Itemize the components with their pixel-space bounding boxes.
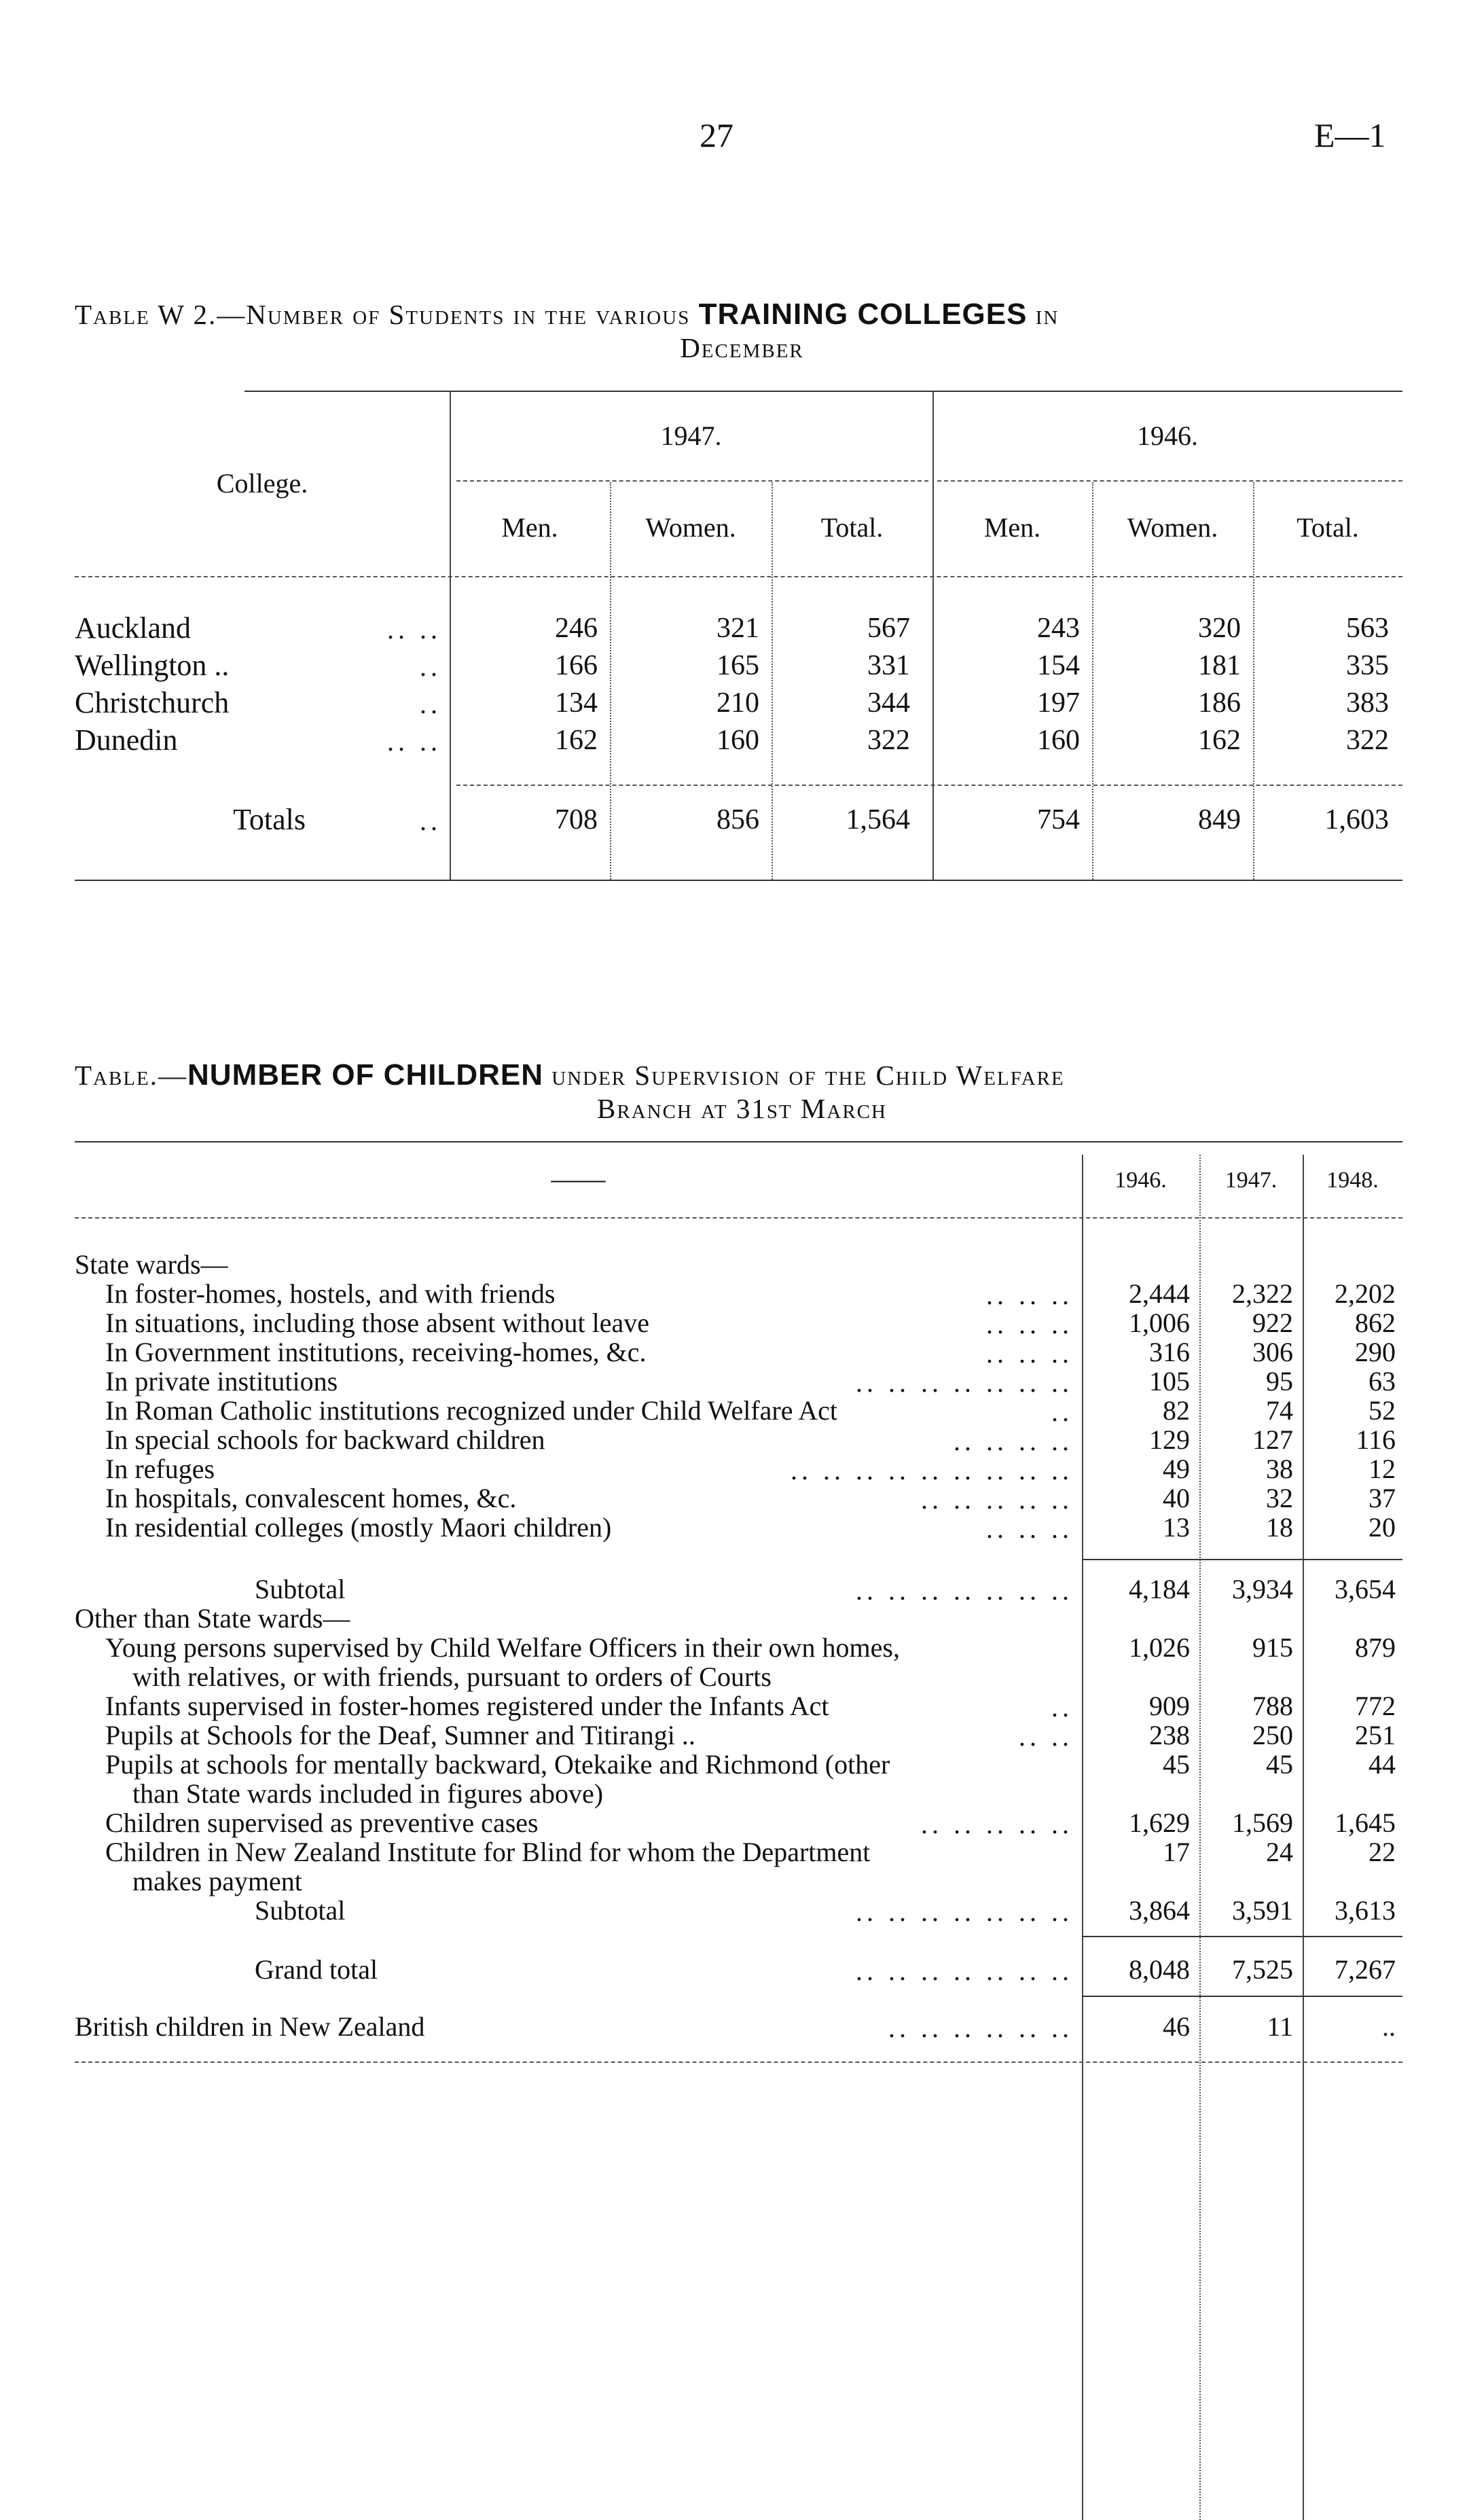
welfare-row-8-value-2: 37 — [1368, 1483, 1396, 1513]
welfare-row-13-label: with relatives, or with friends, pursuant to orders of Courts — [132, 1661, 772, 1692]
welfare-row-7-value-2: 12 — [1368, 1454, 1396, 1484]
welfare-row-15-value-2: 251 — [1355, 1720, 1396, 1750]
welfare-row-22-value-1: 7,525 — [1232, 1954, 1293, 1985]
welfare-row-16-value-1: 45 — [1266, 1749, 1293, 1780]
welfare-row-7-label: In refuges — [105, 1454, 215, 1484]
welfare-row-4-label: In private institutions — [105, 1366, 338, 1397]
totals-row-cell-m46: 754 — [1037, 804, 1080, 835]
college-row-1-cell-t47: 331 — [867, 650, 910, 681]
welfare-row-11-label: Other than State wards— — [75, 1603, 350, 1634]
welfare-row-21-leader: .. .. .. .. .. .. .. — [856, 1896, 1073, 1927]
welfare-row-15-leader: .. .. — [1019, 1721, 1073, 1752]
table1-caption-prefix: Table W 2.—Number of Students in the various — [75, 299, 699, 330]
welfare-row-23-value-1: 11 — [1267, 2011, 1293, 2042]
welfare-row-23-label: British children in New Zealand — [75, 2011, 425, 2042]
welfare-row-18-leader: .. .. .. .. .. — [921, 1809, 1073, 1839]
welfare-row-21-value-0: 3,864 — [1129, 1895, 1190, 1926]
table1-caption-suffix: in — [1027, 299, 1059, 330]
college-row-3-leader: .. .. — [387, 726, 441, 757]
welfare-row-5-value-1: 74 — [1266, 1395, 1293, 1426]
welfare-row-3-label: In Government institutions, receiving-homes, &c. — [105, 1337, 647, 1367]
welfare-row-9-value-0: 13 — [1163, 1512, 1190, 1543]
welfare-row-3-value-1: 306 — [1252, 1337, 1293, 1367]
welfare-row-5-value-0: 82 — [1163, 1395, 1190, 1426]
welfare-row-0-label: State wards— — [75, 1249, 228, 1280]
welfare-row-18-value-1: 1,569 — [1232, 1807, 1293, 1838]
college-row-2-cell-t47: 344 — [867, 687, 910, 719]
totals-row-cell-t47: 1,564 — [846, 804, 910, 835]
welfare-row-4-value-1: 95 — [1266, 1366, 1293, 1397]
welfare-row-7-value-1: 38 — [1266, 1454, 1293, 1484]
welfare-row-18-value-2: 1,645 — [1335, 1807, 1396, 1838]
welfare-row-8-value-1: 32 — [1266, 1483, 1293, 1513]
college-row-0-cell-m46: 243 — [1037, 613, 1080, 644]
college-row-2-label: Christchurch — [75, 686, 230, 719]
welfare-row-2-label: In situations, including those absent without leave — [105, 1308, 649, 1338]
welfare-row-19-value-1: 24 — [1266, 1837, 1293, 1867]
welfare-row-15-value-0: 238 — [1149, 1720, 1190, 1750]
college-row-0-cell-m47: 246 — [555, 613, 598, 644]
college-row-3-cell-t46: 322 — [1346, 725, 1389, 756]
welfare-row-23-value-2: .. — [1382, 2011, 1396, 2042]
welfare-row-14-value-0: 909 — [1149, 1691, 1190, 1721]
welfare-row-2-value-2: 862 — [1355, 1308, 1396, 1338]
welfare-rule-2 — [1082, 1996, 1402, 1997]
welfare-row-18-label: Children supervised as preventive cases — [105, 1807, 539, 1838]
col-header-total-1946: Total. — [1296, 512, 1359, 543]
welfare-row-22-value-0: 8,048 — [1129, 1954, 1190, 1985]
college-row-2-cell-w46: 186 — [1198, 687, 1241, 719]
college-row-2-cell-t46: 383 — [1346, 687, 1389, 719]
welfare-rule-3 — [75, 2062, 1402, 2063]
welfare-row-9-value-1: 18 — [1266, 1512, 1293, 1543]
welfare-row-5-value-2: 52 — [1368, 1395, 1396, 1426]
welfare-row-23-leader: .. .. .. .. .. .. — [888, 2013, 1073, 2043]
table2-caption-prefix: Table.— — [75, 1060, 188, 1091]
welfare-row-10-value-0: 4,184 — [1129, 1574, 1190, 1604]
col-header-1947: 1947. — [1225, 1168, 1277, 1193]
welfare-row-5-leader: .. — [1051, 1397, 1073, 1427]
welfare-row-23-value-0: 46 — [1163, 2011, 1190, 2042]
welfare-row-8-value-0: 40 — [1163, 1483, 1190, 1513]
col-header-women-1946: Women. — [1127, 512, 1218, 543]
totals-row-cell-t46: 1,603 — [1324, 804, 1389, 835]
welfare-row-17-label: than State wards included in figures above) — [132, 1778, 604, 1809]
welfare-row-3-value-2: 290 — [1355, 1337, 1396, 1367]
college-row-2-cell-m47: 134 — [555, 687, 598, 719]
welfare-row-5-label: In Roman Catholic institutions recognized under Child Welfare Act — [105, 1395, 838, 1426]
welfare-row-6-leader: .. .. .. .. — [954, 1426, 1073, 1456]
welfare-row-4-value-2: 63 — [1368, 1366, 1396, 1397]
welfare-row-22-leader: .. .. .. .. .. .. .. — [856, 1956, 1073, 1986]
welfare-row-12-label: Young persons supervised by Child Welfare Officers in their own homes, — [105, 1632, 900, 1663]
welfare-row-12-value-2: 879 — [1355, 1632, 1396, 1663]
college-row-2-leader: .. — [420, 689, 441, 719]
welfare-row-3-leader: .. .. .. — [986, 1338, 1073, 1369]
college-row-0-cell-t47: 567 — [867, 613, 910, 644]
college-row-3-cell-t47: 322 — [867, 725, 910, 756]
college-row-3-cell-m47: 162 — [555, 725, 598, 756]
welfare-row-21-value-1: 3,591 — [1232, 1895, 1293, 1926]
welfare-row-6-value-2: 116 — [1356, 1424, 1396, 1455]
college-row-1-cell-m47: 166 — [555, 650, 598, 681]
welfare-row-1-label: In foster-homes, hostels, and with friends — [105, 1278, 556, 1309]
col-header-year-1947: 1947. — [660, 420, 722, 451]
welfare-rule-0 — [1082, 1559, 1402, 1560]
college-row-1-cell-t46: 335 — [1346, 650, 1389, 681]
welfare-row-15-label: Pupils at Schools for the Deaf, Sumner and Titirangi .. — [105, 1720, 695, 1750]
college-row-3-label: Dunedin — [75, 723, 178, 757]
welfare-row-12-value-0: 1,026 — [1129, 1632, 1190, 1663]
welfare-row-15-value-1: 250 — [1252, 1720, 1293, 1750]
col-header-total-1947: Total. — [820, 512, 884, 543]
col-header-1946: 1946. — [1114, 1168, 1167, 1193]
welfare-row-10-value-2: 3,654 — [1335, 1574, 1396, 1604]
welfare-row-4-value-0: 105 — [1149, 1366, 1190, 1397]
college-row-1-label: Wellington .. — [75, 649, 230, 682]
totals-row-cell-w46: 849 — [1198, 804, 1241, 835]
college-row-2-cell-m46: 197 — [1037, 687, 1080, 719]
welfare-row-10-label: Subtotal — [255, 1574, 346, 1604]
table2-caption-suffix: under Supervision of the Child Welfare — [543, 1060, 1065, 1091]
welfare-row-8-label: In hospitals, convalescent homes, &c. — [105, 1483, 517, 1513]
college-row-0-cell-w46: 320 — [1198, 613, 1241, 644]
welfare-row-20-label: makes payment — [132, 1866, 302, 1896]
welfare-row-9-value-2: 20 — [1368, 1512, 1396, 1543]
welfare-row-10-value-1: 3,934 — [1232, 1574, 1293, 1604]
college-row-0-cell-w47: 321 — [717, 613, 759, 644]
col-header-year-1946: 1946. — [1137, 420, 1198, 451]
welfare-row-6-value-1: 127 — [1252, 1424, 1293, 1455]
table2-caption-bold: NUMBER OF CHILDREN — [187, 1058, 543, 1092]
welfare-row-8-leader: .. .. .. .. .. — [921, 1484, 1073, 1515]
welfare-row-19-label: Children in New Zealand Institute for Blind for whom the Department — [105, 1837, 871, 1867]
table2-caption — [75, 1058, 1409, 1125]
col-header-1948: 1948. — [1326, 1168, 1379, 1193]
table1-caption-bold: TRAINING COLLEGES — [698, 298, 1028, 331]
welfare-row-16-value-2: 44 — [1368, 1749, 1396, 1780]
welfare-row-6-label: In special schools for backward children — [105, 1424, 545, 1455]
college-row-1-leader: .. — [420, 651, 441, 682]
college-row-3-cell-w46: 162 — [1198, 725, 1241, 756]
totals-row-cell-w47: 856 — [717, 804, 759, 835]
table1-caption-line2: December — [680, 332, 804, 363]
welfare-row-1-value-0: 2,444 — [1129, 1278, 1190, 1309]
table1-caption — [75, 298, 1409, 364]
college-row-3-cell-m46: 160 — [1037, 725, 1080, 756]
welfare-row-9-label: In residential colleges (mostly Maori children) — [105, 1512, 612, 1543]
college-row-0-label: Auckland — [75, 611, 192, 645]
welfare-row-21-value-2: 3,613 — [1335, 1895, 1396, 1926]
welfare-row-10-leader: .. .. .. .. .. .. .. — [856, 1575, 1073, 1606]
welfare-row-22-value-2: 7,267 — [1335, 1954, 1396, 1985]
welfare-row-19-value-0: 17 — [1163, 1837, 1190, 1867]
welfare-row-1-value-2: 2,202 — [1335, 1278, 1396, 1309]
welfare-row-2-value-0: 1,006 — [1129, 1308, 1190, 1338]
totals-row-cell-m47: 708 — [555, 804, 598, 835]
welfare-row-22-label: Grand total — [255, 1954, 378, 1985]
welfare-row-7-value-0: 49 — [1163, 1454, 1190, 1484]
college-row-0-cell-t46: 563 — [1346, 613, 1389, 644]
welfare-row-18-value-0: 1,629 — [1129, 1807, 1190, 1838]
college-row-1-cell-w46: 181 — [1198, 650, 1241, 681]
welfare-row-3-value-0: 316 — [1149, 1337, 1190, 1367]
welfare-row-12-value-1: 915 — [1252, 1632, 1293, 1663]
totals-row-label: Totals — [233, 803, 306, 836]
college-row-0-leader: .. .. — [387, 614, 441, 645]
welfare-row-16-value-0: 45 — [1163, 1749, 1190, 1780]
table2-caption-line2: Branch at 31st March — [597, 1093, 887, 1124]
col-header-college: College. — [216, 468, 308, 499]
welfare-row-6-value-0: 129 — [1149, 1424, 1190, 1455]
totals-row-leader: .. — [420, 806, 441, 836]
welfare-row-1-leader: .. .. .. — [986, 1280, 1073, 1310]
welfare-row-2-leader: .. .. .. — [986, 1309, 1073, 1339]
welfare-row-2-value-1: 922 — [1252, 1308, 1293, 1338]
college-row-2-cell-w47: 210 — [717, 687, 759, 719]
report-code: E—1 — [1314, 116, 1386, 154]
welfare-row-14-label: Infants supervised in foster-homes registered under the Infants Act — [105, 1691, 829, 1721]
welfare-row-9-leader: .. .. .. — [986, 1513, 1073, 1544]
welfare-row-21-label: Subtotal — [255, 1895, 346, 1926]
page-number: 27 — [700, 116, 733, 154]
col-header-men-1947: Men. — [501, 512, 558, 543]
welfare-row-1-value-1: 2,322 — [1232, 1278, 1293, 1309]
welfare-row-19-value-2: 22 — [1368, 1837, 1396, 1867]
college-row-1-cell-m46: 154 — [1037, 650, 1080, 681]
col-header-blank: —— — [551, 1164, 606, 1194]
welfare-row-14-value-2: 772 — [1355, 1691, 1396, 1721]
welfare-row-7-leader: .. .. .. .. .. .. .. .. .. — [791, 1455, 1073, 1486]
welfare-row-14-value-1: 788 — [1252, 1691, 1293, 1721]
college-row-3-cell-w47: 160 — [717, 725, 759, 756]
welfare-row-16-label: Pupils at schools for mentally backward, Otekaike and Richmond (other — [105, 1749, 890, 1780]
welfare-rule-1 — [1082, 1936, 1402, 1937]
col-header-men-1946: Men. — [983, 512, 1041, 543]
col-header-women-1947: Women. — [645, 512, 736, 543]
welfare-row-4-leader: .. .. .. .. .. .. .. — [856, 1367, 1073, 1398]
college-row-1-cell-w47: 165 — [717, 650, 759, 681]
welfare-row-14-leader: .. — [1051, 1692, 1073, 1723]
